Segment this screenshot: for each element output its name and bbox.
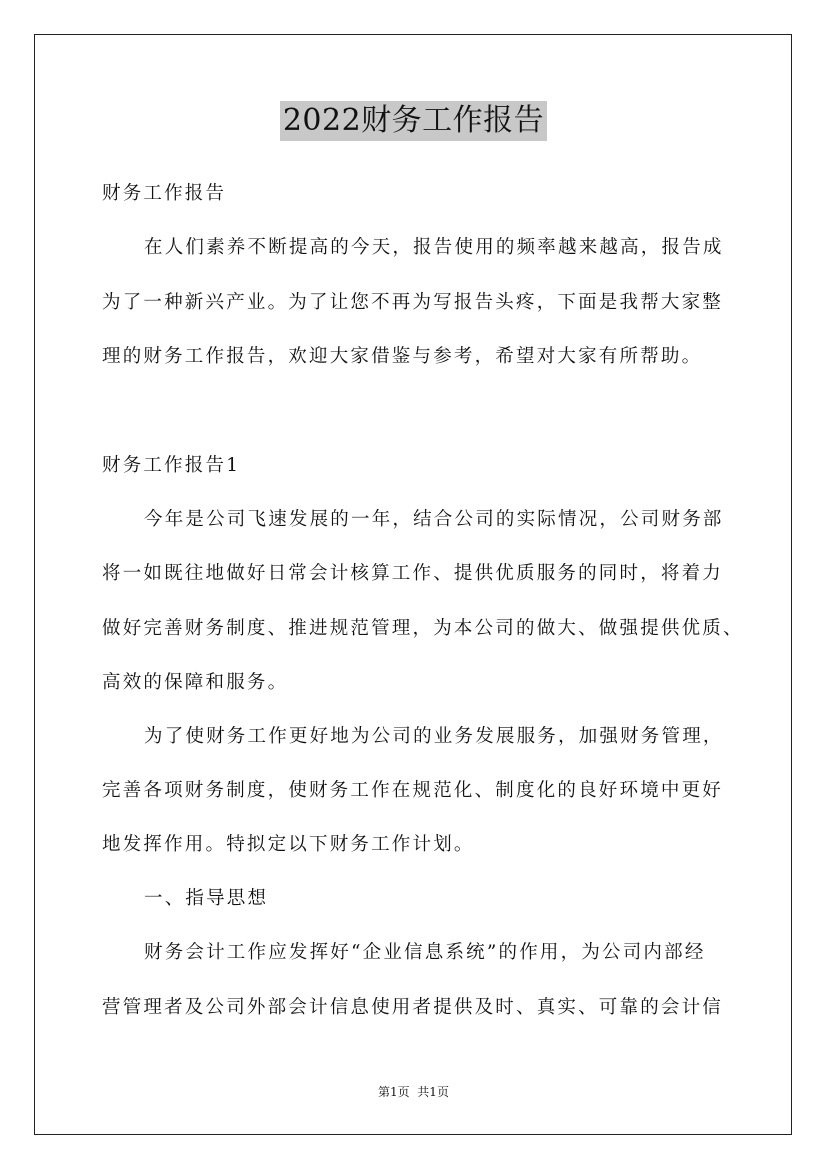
section-heading: 财务工作报告 [102, 183, 227, 204]
paragraph-line: 高效的保障和服务。 [102, 672, 289, 693]
paragraph-line: 做好完善财务制度、推进规范管理，为本公司的做大、做强提供优质、 [102, 618, 744, 639]
section-heading: 财务工作报告1 [102, 455, 241, 476]
paragraph-line: 今年是公司飞速发展的一年，结合公司的实际情况，公司财务部 [144, 509, 724, 530]
paragraph-line: 营管理者及公司外部会计信息使用者提供及时、真实、可靠的会计信 [102, 997, 724, 1018]
paragraph-line: 为了使财务工作更好地为公司的业务发展服务，加强财务管理， [144, 726, 724, 747]
page-number-footer: 第1页 共1页 [378, 1085, 449, 1099]
title-container [0, 101, 827, 141]
document-title: 2022财务工作报告 [280, 101, 547, 141]
paragraph-line: 在人们素养不断提高的今天，报告使用的频率越来越高，报告成 [144, 237, 724, 258]
paragraph-line: 财务会计工作应发挥好“企业信息系统”的作用，为公司内部经 [144, 942, 706, 963]
paragraph-line: 为了一种新兴产业。为了让您不再为写报告头疼，下面是我帮大家整 [102, 292, 724, 313]
paragraph-line: 理的财务工作报告，欢迎大家借鉴与参考，希望对大家有所帮助。 [102, 346, 703, 367]
paragraph-line: 将一如既往地做好日常会计核算工作、提供优质服务的同时，将着力 [102, 563, 724, 584]
paragraph-line: 完善各项财务制度，使财务工作在规范化、制度化的良好环境中更好 [102, 780, 724, 801]
subsection-heading: 一、指导思想 [144, 888, 269, 909]
paragraph-line: 地发挥作用。特拟定以下财务工作计划。 [102, 834, 475, 855]
